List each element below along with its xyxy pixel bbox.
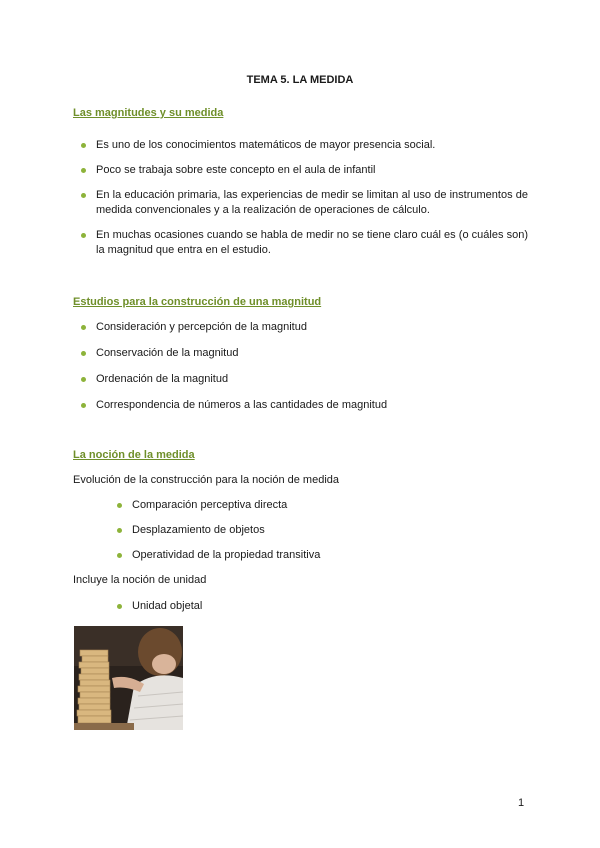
unidad-list [132,599,512,614]
list-item: Ordenación de la magnitud [96,372,528,387]
bullet-icon [117,553,122,558]
list-item: En muchas ocasiones cuando se habla de medir no se tiene claro cuál es (o cuáles son) la magnitud que entra en el estudio. [96,228,528,258]
bullet-icon [117,604,122,609]
bullet-icon [117,503,122,508]
bullet-icon [81,168,86,173]
nocion-intro: Evolución de la construcción para la noción de medida [73,474,339,486]
section-heading-estudios: Estudios para la construcción de una magnitud [73,296,322,308]
bullet-icon [81,377,86,382]
nocion-list [132,498,512,563]
bullet-icon [117,528,122,533]
list-item: Correspondencia de números a las cantidades de magnitud [96,398,528,413]
estudios-list [96,320,528,413]
unidad-intro: Incluye la noción de unidad [73,574,207,586]
page-number: 1 [518,797,525,809]
section-heading-nocion: La noción de la medida [73,449,195,461]
bullet-icon [81,143,86,148]
child-stacking-blocks-photo [74,626,183,730]
bullet-icon [81,351,86,356]
list-item: Es uno de los conocimientos matemáticos de mayor presencia social. [96,138,528,153]
list-item: Consideración y percepción de la magnitud [96,320,528,335]
page-title: TEMA 5. LA MEDIDA [246,74,354,86]
list-item: Unidad objetal [132,599,512,614]
list-item: Conservación de la magnitud [96,346,528,361]
bullet-icon [81,325,86,330]
list-item: Desplazamiento de objetos [132,523,512,538]
list-item: Comparación perceptiva directa [132,498,512,513]
bullet-icon [81,403,86,408]
list-item: Poco se trabaja sobre este concepto en el aula de infantil [96,163,528,178]
list-item: En la educación primaria, las experiencias de medir se limitan al uso de instrumentos de medida convencionales y a la realización de operaciones de cálculo. [96,188,528,218]
bullet-icon [81,233,86,238]
section-heading-magnitudes: Las magnitudes y su medida [73,107,224,119]
bullet-icon [81,193,86,198]
list-item: Operatividad de la propiedad transitiva [132,548,512,563]
magnitudes-list [96,138,528,258]
